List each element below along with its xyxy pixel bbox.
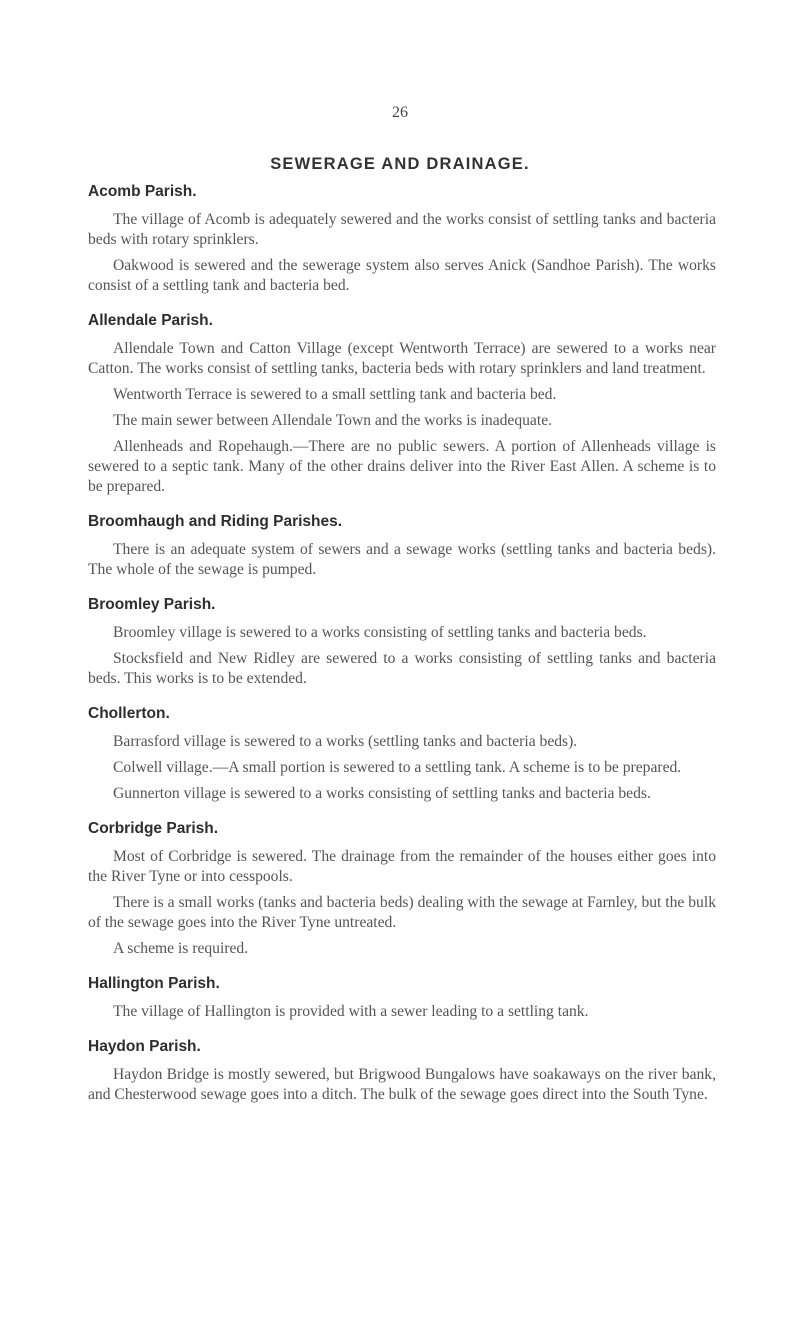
paragraph: Wentworth Terrace is sewered to a small settling tank and bacteria bed. [113, 386, 557, 403]
paragraph: Gunnerton village is sewered to a works consisting of settling tanks and bacteria beds. [113, 785, 651, 802]
section-heading: Broomley Parish. [88, 596, 216, 613]
section-heading: Corbridge Parish. [88, 820, 219, 837]
paragraph: The village of Hallington is provided with a sewer leading to a settling tank. [113, 1003, 589, 1020]
paragraph: Haydon Bridge is mostly sewered, but Brigwood Bungalows have soakaways on the river bank, and Chesterwood sewage goes into a ditch. The bulk of the sewage goes direct into the South Tyne. [88, 1066, 716, 1103]
paragraph: There is an adequate system of sewers and a sewage works (settling tanks and bacteria beds). The whole of the sewage is pumped. [88, 541, 716, 578]
section-broomhaugh-riding [88, 512, 716, 580]
section-heading: Allendale Parish. [88, 312, 213, 329]
document-body [88, 182, 716, 1111]
section-broomley [88, 595, 716, 689]
section-heading: Hallington Parish. [88, 975, 220, 992]
paragraph: Allenheads and Ropehaugh.—There are no public sewers. A portion of Allenheads village is sewered to a septic tank. Many of the other drains deliver into the River East Allen. A scheme is to be prepared. [88, 438, 716, 495]
paragraph: Allendale Town and Catton Village (except Wentworth Terrace) are sewered to a works near Catton. The works consist of settling tanks, bacteria beds with rotary sprinklers and land treatment. [88, 340, 716, 377]
section-allendale [88, 311, 716, 497]
section-heading: Acomb Parish. [88, 183, 197, 200]
section-chollerton [88, 704, 716, 804]
page-title: SEWERAGE AND DRAINAGE. [270, 155, 530, 173]
paragraph: Oakwood is sewered and the sewerage system also serves Anick (Sandhoe Parish). The works consist of a settling tank and bacteria bed. [88, 257, 716, 294]
section-corbridge [88, 819, 716, 959]
section-haydon [88, 1037, 716, 1105]
paragraph: The village of Acomb is adequately sewered and the works consist of settling tanks and bacteria beds with rotary sprinklers. [88, 211, 716, 248]
paragraph: Colwell village.—A small portion is sewered to a settling tank. A scheme is to be prepared. [113, 759, 682, 776]
page-number: 26 [392, 104, 408, 121]
paragraph: Most of Corbridge is sewered. The drainage from the remainder of the houses either goes into the River Tyne or into cesspools. [88, 848, 716, 885]
paragraph: The main sewer between Allendale Town and the works is inadequate. [113, 412, 553, 429]
section-hallington [88, 974, 716, 1022]
section-heading: Haydon Parish. [88, 1038, 201, 1055]
paragraph: Broomley village is sewered to a works consisting of settling tanks and bacteria beds. [113, 624, 647, 641]
section-heading: Chollerton. [88, 705, 170, 722]
paragraph: A scheme is required. [113, 940, 249, 957]
section-heading: Broomhaugh and Riding Parishes. [88, 513, 343, 530]
section-acomb [88, 182, 716, 296]
paragraph: Barrasford village is sewered to a works (settling tanks and bacteria beds). [113, 733, 578, 750]
paragraph: Stocksfield and New Ridley are sewered to a works consisting of settling tanks and bacteria beds. This works is to be extended. [88, 650, 716, 687]
paragraph: There is a small works (tanks and bacteria beds) dealing with the sewage at Farnley, but the bulk of the sewage goes into the River Tyne untreated. [88, 894, 716, 931]
